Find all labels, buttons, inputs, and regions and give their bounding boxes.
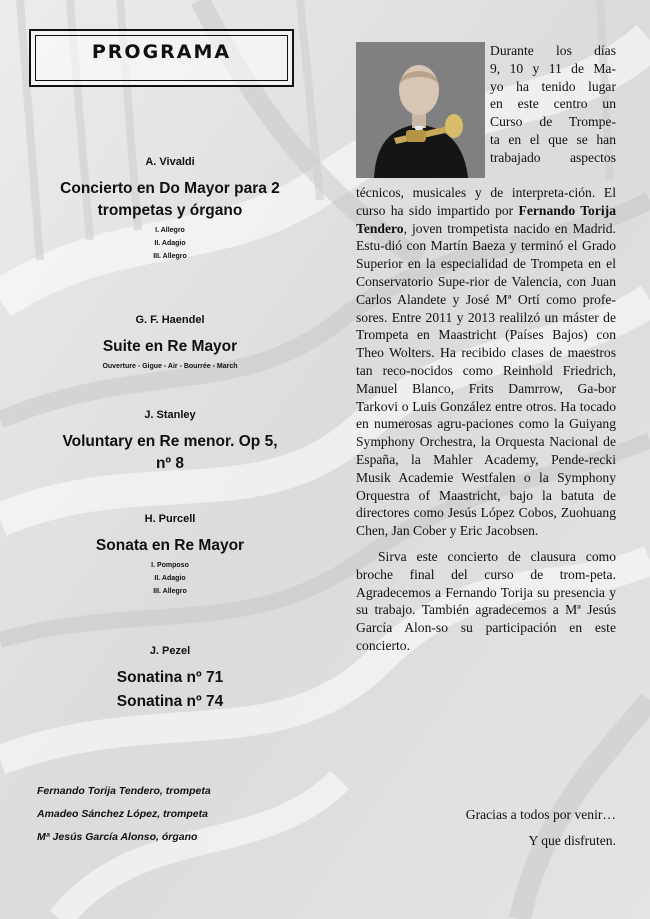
article-line: 9, 10 y 11 de Ma- <box>490 60 616 76</box>
program-item-vivaldi <box>20 156 320 263</box>
closing-wish: Y que disfruten. <box>528 833 616 848</box>
work-title-line: Suite en Re Mayor <box>102 338 238 355</box>
article-line: yo ha tenido lugar <box>490 78 616 94</box>
movement: III. Allegro <box>153 253 187 260</box>
program-item-stanley <box>20 409 320 475</box>
performer: Mª Jesús García Alonso, órgano <box>37 831 198 843</box>
movement: I. Allegro <box>155 227 185 234</box>
article-text: , joven trompetista nacido en Madrid. Estu-dió con Martín Baeza y terminó el Grado Superior en la especialidad de Trompeta en el Conservatorio Supe-rior de Valencia, con Juan Carlos Alandete y José Mª Ortí como profe-sores. Entre 2011 y 2013 realilzó un máster de Trompeta en Maastricht (Países Bajos) con Theo Wolters. Ha recibido clases de maestros tan reco-nocidos como Reinhold Friedrich, Manuel Blanco, Frits Damrrow, Ga-bor Tarkovi o Luis González entre otros. Ha tocado en numerosas agru-paciones como la Guiyang Symphony Orchestra, la Orquesta Nacional de España, la Mahler Academy, Pende-recki Musik Academie Westfalen o la Symphony Orquestra of Maastricht, bajo la batuta de directores como Jesús López Cobos, Zuohuang Chen, Jan Cober y Eric Jacobsen. <box>356 220 616 539</box>
teacher-name: Fernando Torija Tendero <box>356 202 616 236</box>
performers-list <box>37 780 317 849</box>
work-title-line: Concierto en Do Mayor para 2 <box>60 180 280 197</box>
article-paragraph-1 <box>356 184 616 540</box>
article-line: ta en el que se han <box>490 131 616 147</box>
closing-thanks: Gracias a todos por venir… <box>465 807 616 822</box>
article-text: técnicos, musicales y de interpreta-ción. El curso ha sido impartido por <box>356 185 616 218</box>
article-intro-lines <box>490 42 616 167</box>
article-line: en este centro un <box>490 96 616 112</box>
movement: I. Pomposo <box>151 562 189 569</box>
article-body <box>356 184 616 655</box>
work-title-line: Sonatina nº 74 <box>116 693 224 710</box>
composer-name: J. Pezel <box>149 645 191 657</box>
work-title-line: Sonatina nº 71 <box>116 669 224 686</box>
article-line: Durante los días <box>490 43 616 58</box>
work-title-line: Sonata en Re Mayor <box>95 537 245 554</box>
performer: Fernando Torija Tendero, trompeta <box>37 785 211 797</box>
composer-name: G. F. Haendel <box>135 314 205 326</box>
program-item-purcell <box>20 513 320 598</box>
program-title: PROGRAMA <box>91 41 232 63</box>
article-line: Curso de Trompe- <box>490 114 616 130</box>
article-paragraph-2: Sirva este concierto de clausura como broche final del curso de trom-peta. Agradecemos a Fernando Torija su presencia y su trabajo. También agradecemos a Mª Jesús García Alon-so su participación en este concierto. <box>356 548 616 653</box>
article-line: trabajado aspectos <box>490 149 616 165</box>
composer-name: A. Vivaldi <box>145 156 195 168</box>
movement: III. Allegro <box>153 588 187 595</box>
work-title-line: trompetas y órgano <box>97 202 243 219</box>
program-item-pezel <box>20 645 320 713</box>
program-title-box <box>29 29 294 87</box>
composer-name: J. Stanley <box>144 409 196 421</box>
performer: Amadeo Sánchez López, trompeta <box>37 808 208 820</box>
composer-name: H. Purcell <box>144 513 196 525</box>
movement: Ouverture - Gigue - Air - Bourrée - March <box>102 363 238 370</box>
work-title-line: nº 8 <box>155 455 185 472</box>
movement: II. Adagio <box>154 575 186 582</box>
movement: II. Adagio <box>154 240 186 247</box>
work-title-line: Voluntary en Re menor. Op 5, <box>62 433 278 450</box>
program-item-haendel <box>20 314 320 373</box>
trumpeter-photo <box>356 42 485 178</box>
